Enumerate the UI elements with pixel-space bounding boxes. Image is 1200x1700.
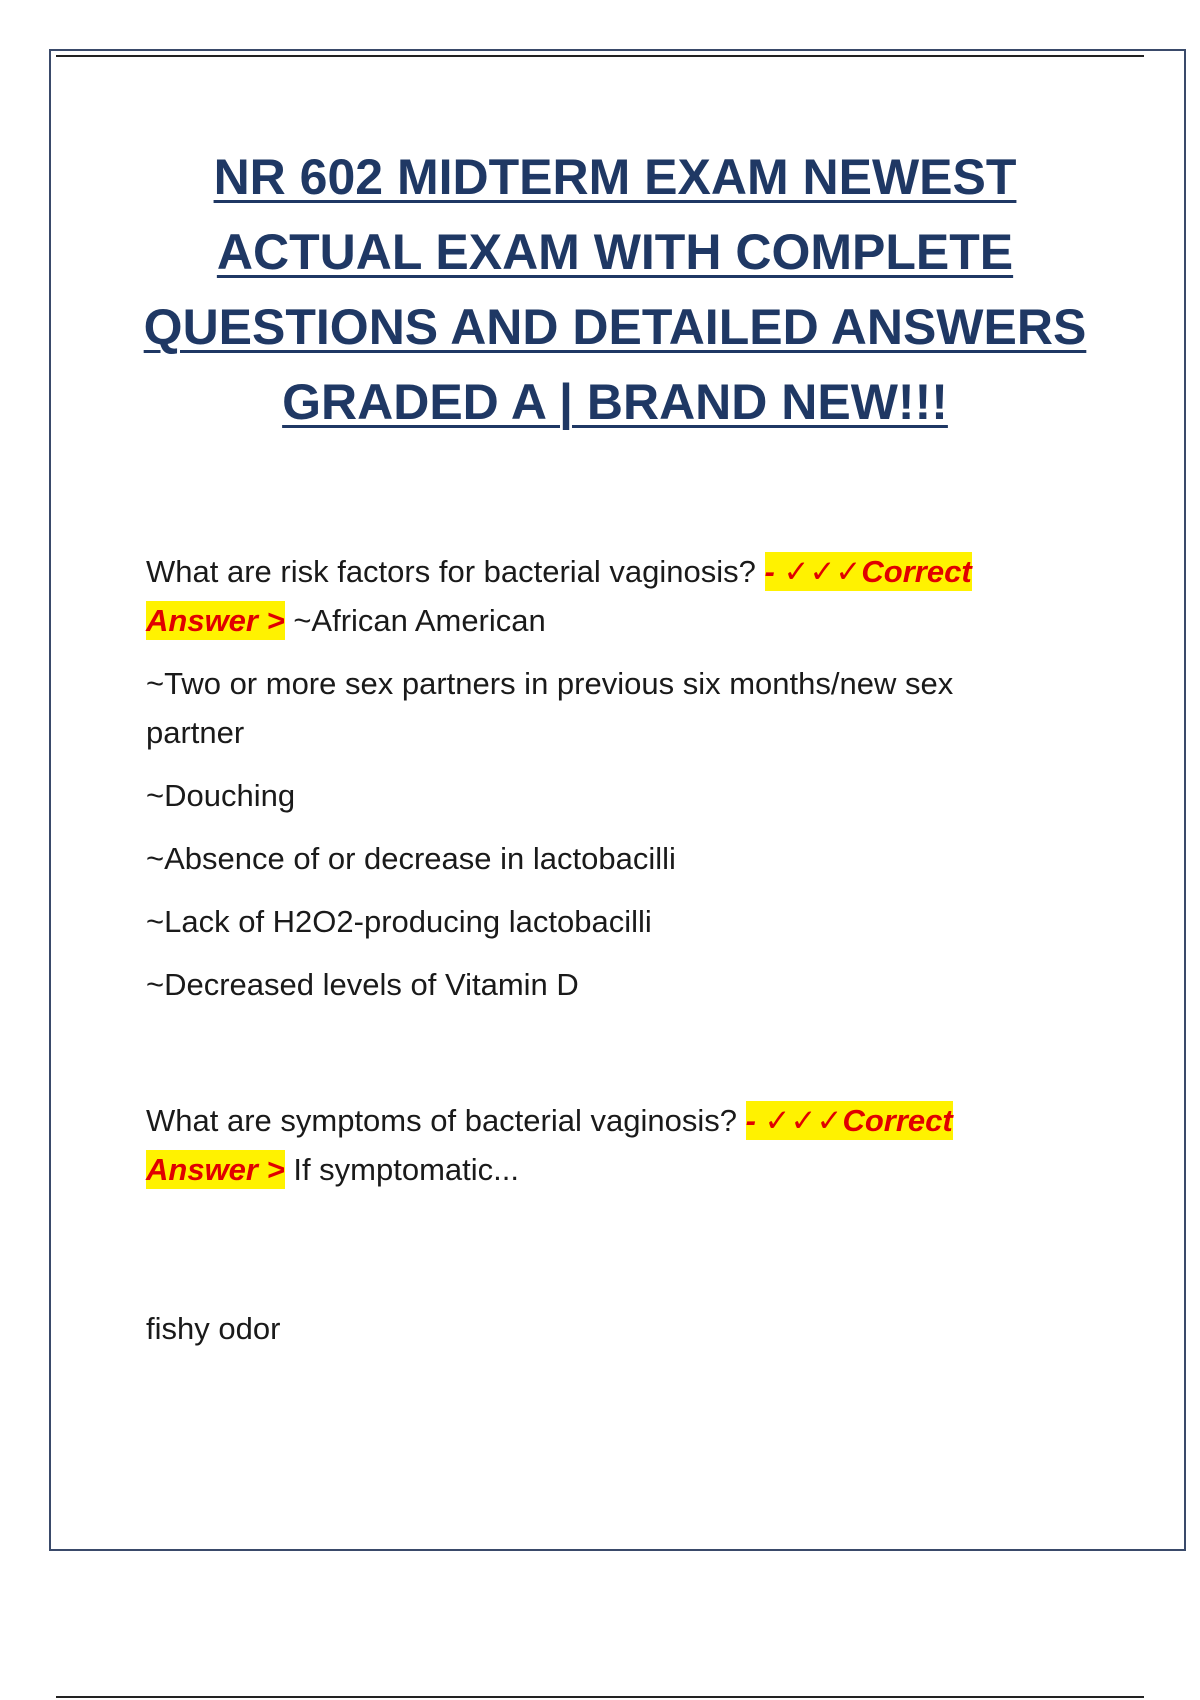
title-line: GRADED A | BRAND NEW!!! xyxy=(282,374,948,430)
title-line: QUESTIONS AND DETAILED ANSWERS xyxy=(143,299,1087,355)
answer-first-line: ~African American xyxy=(293,603,546,638)
question-block-2 xyxy=(146,1096,1046,1194)
answer-marker: Answer > xyxy=(146,603,285,638)
answer-line: ~Absence of or decrease in lactobacilli xyxy=(146,841,676,876)
answer-first-line: If symptomatic... xyxy=(293,1152,519,1187)
answer-marker: Answer > xyxy=(146,1152,285,1187)
marker-correct: Correct xyxy=(861,554,972,589)
question-label: What are symptoms of bacterial vaginosis? xyxy=(146,1103,737,1138)
answer-extra-line: fishy odor xyxy=(146,1311,281,1346)
answer-line: ~Douching xyxy=(146,778,296,813)
answer-line: ~Two or more sex partners in previous six months/new sex partner xyxy=(146,666,954,750)
question-label: What are risk factors for bacterial vaginosis? xyxy=(146,554,756,589)
checkmark-icon: ✓✓✓ xyxy=(783,554,862,589)
correct-answer-marker xyxy=(765,552,972,591)
bottom-rule xyxy=(56,1696,1144,1698)
question-block-1 xyxy=(146,547,1046,1009)
marker-prefix: - xyxy=(745,1103,765,1138)
correct-answer-marker xyxy=(746,1101,953,1140)
answer-line: ~Lack of H2O2-producing lactobacilli xyxy=(146,904,652,939)
checkmark-icon: ✓✓✓ xyxy=(764,1103,843,1138)
question-text xyxy=(146,547,1046,645)
marker-correct: Correct xyxy=(842,1103,953,1138)
title-line: NR 602 MIDTERM EXAM NEWEST xyxy=(213,149,1017,205)
document-title xyxy=(140,140,1090,440)
answer-line: ~Decreased levels of Vitamin D xyxy=(146,967,579,1002)
title-line: ACTUAL EXAM WITH COMPLETE xyxy=(216,224,1014,280)
marker-prefix: - xyxy=(764,554,784,589)
question-text xyxy=(146,1096,1046,1194)
